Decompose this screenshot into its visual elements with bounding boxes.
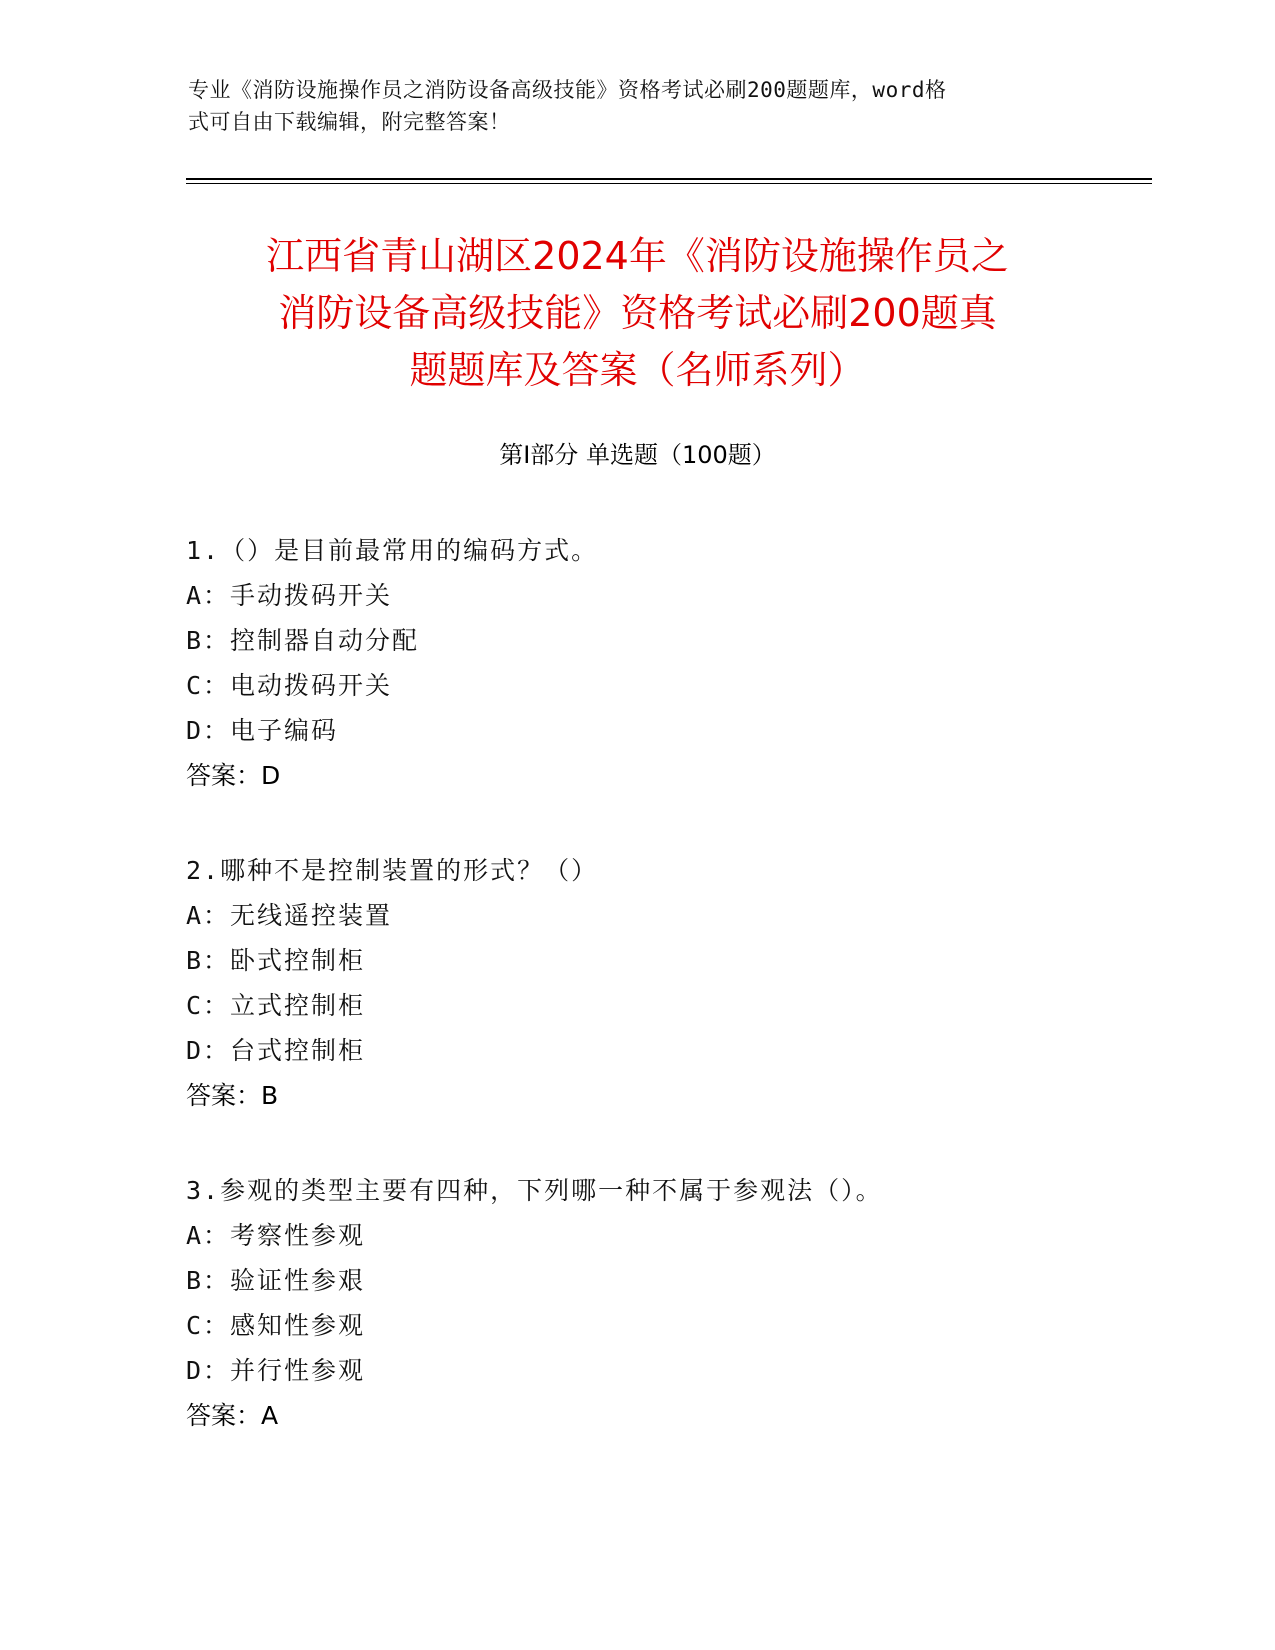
option-d: D：台式控制柜 <box>186 1036 366 1065</box>
option-a: A：手动拨码开关 <box>186 581 393 610</box>
question-stem: 2.哪种不是控制装置的形式？（） <box>186 856 599 885</box>
option-d: D：并行性参观 <box>186 1356 366 1385</box>
header-note-line-2: 式可自由下载编辑，附完整答案！ <box>188 110 511 134</box>
question-stem: 3.参观的类型主要有四种，下列哪一种不属于参观法（）。 <box>186 1176 883 1205</box>
option-b: B：验证性参艰 <box>186 1266 366 1295</box>
document-title-line-2: 消防设备高级技能》资格考试必刷200题真 <box>278 291 997 335</box>
option-a: A：无线遥控装置 <box>186 901 393 930</box>
section-title: 第Ⅰ部分 单选题（100题） <box>499 441 776 469</box>
document-title-line-1: 江西省青山湖区2024年《消防设施操作员之 <box>266 234 1009 278</box>
option-d: D：电子编码 <box>186 716 339 745</box>
option-c: C：电动拨码开关 <box>186 671 393 700</box>
answer-line: 答案：A <box>186 1401 279 1430</box>
option-b: B：控制器自动分配 <box>186 626 420 655</box>
question-stem: 1.（）是目前最常用的编码方式。 <box>186 536 599 565</box>
header-divider-thin <box>186 183 1152 184</box>
option-c: C：立式控制柜 <box>186 991 366 1020</box>
answer-line: 答案：B <box>186 1081 279 1110</box>
document-title <box>170 228 1105 399</box>
question-item <box>186 1168 1086 1438</box>
answer-line: 答案：D <box>186 761 281 790</box>
header-divider-thick <box>186 178 1152 180</box>
header-note <box>188 74 1068 138</box>
option-b: B：卧式控制柜 <box>186 946 366 975</box>
option-c: C：感知性参观 <box>186 1311 366 1340</box>
question-item <box>186 848 1086 1118</box>
question-item <box>186 528 1086 798</box>
document-title-line-3: 题题库及答案（名师系列） <box>409 348 866 392</box>
header-note-line-1: 专业《消防设施操作员之消防设备高级技能》资格考试必刷200题题库，word格 <box>188 78 947 102</box>
option-a: A：考察性参观 <box>186 1221 366 1250</box>
